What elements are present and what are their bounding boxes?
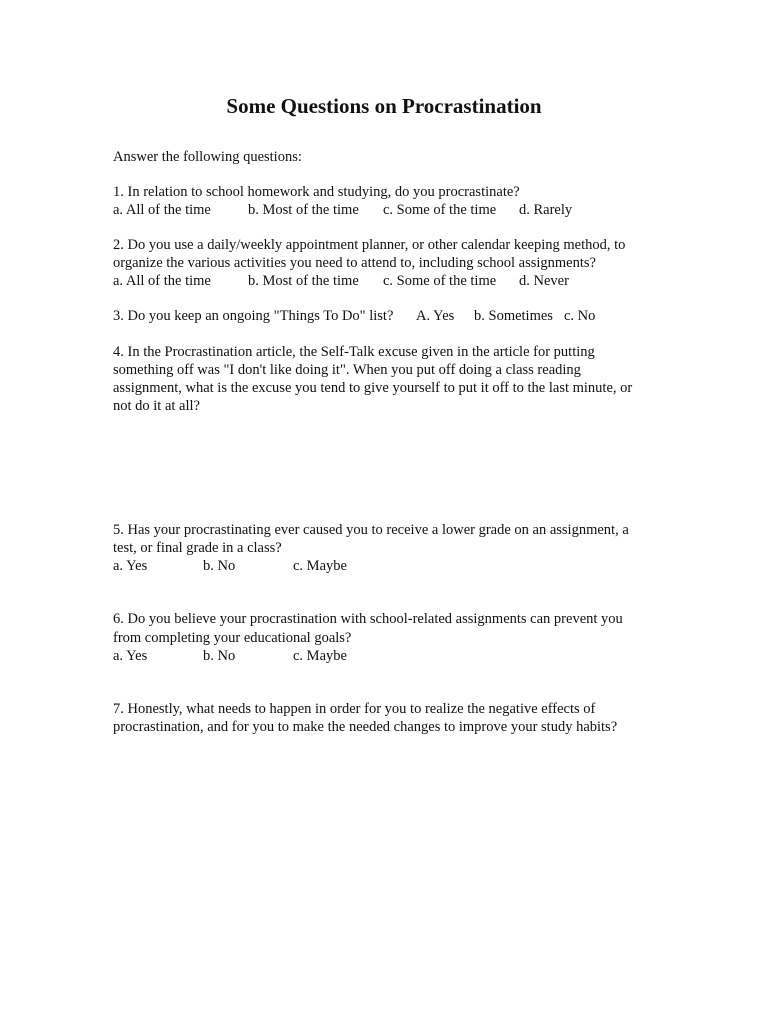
question-2-option-d: d. Never [519,273,569,289]
question-1-options [113,201,673,219]
question-2-option-b: b. Most of the time [248,273,359,289]
question-4-text-line-4: not do it at all? [113,398,200,414]
question-5-text-line-1: 5. Has your procrastinating ever caused you to receive a lower grade on an assignment, a [113,522,629,538]
question-2-text-line-1: 2. Do you use a daily/weekly appointment planner, or other calendar keeping method, to [113,237,626,253]
question-6-option-a: a. Yes [113,648,148,664]
question-1-option-b: b. Most of the time [248,202,359,218]
question-5-option-c: c. Maybe [293,558,347,574]
question-6-option-b: b. No [203,648,236,664]
question-1-text: 1. In relation to school homework and studying, do you procrastinate? [113,184,520,200]
question-1-option-d: d. Rarely [519,202,573,218]
question-6-option-c: c. Maybe [293,648,347,664]
question-6-options [113,647,513,665]
question-3-option-c: c. No [564,308,596,324]
question-6-text-line-1: 6. Do you believe your procrastination with school-related assignments can prevent you [113,611,623,627]
question-3-row [113,307,673,325]
question-5-option-b: b. No [203,558,236,574]
question-1-option-a: a. All of the time [113,202,211,218]
question-2-option-c: c. Some of the time [383,273,497,289]
question-2-text-line-2: organize the various activities you need to attend to, including school assignments? [113,255,596,271]
question-5-text-line-2: test, or final grade in a class? [113,540,282,556]
question-4-text-line-1: 4. In the Procrastination article, the Self-Talk excuse given in the article for putting [113,344,595,360]
question-1-option-c: c. Some of the time [383,202,497,218]
instructions: Answer the following questions: [113,149,302,165]
question-3-option-b: b. Sometimes [474,308,553,324]
question-7-text-line-2: procrastination, and for you to make the needed changes to improve your study habits? [113,719,618,735]
page-title: Some Questions on Procrastination [226,94,542,118]
question-6-text-line-2: from completing your educational goals? [113,630,352,646]
question-3-text: 3. Do you keep an ongoing "Things To Do" list? [113,308,394,324]
question-4-text-line-2: something off was "I don't like doing it". When you put off doing a class reading [113,362,581,378]
question-2-option-a: a. All of the time [113,273,211,289]
question-4-text-line-3: assignment, what is the excuse you tend to give yourself to put it off to the last minute, or [113,380,633,396]
question-5-option-a: a. Yes [113,558,148,574]
question-5-options [113,557,513,575]
question-2-options [113,272,673,290]
question-7-text-line-1: 7. Honestly, what needs to happen in order for you to realize the negative effects of [113,701,596,717]
question-3-option-a: A. Yes [416,308,455,324]
